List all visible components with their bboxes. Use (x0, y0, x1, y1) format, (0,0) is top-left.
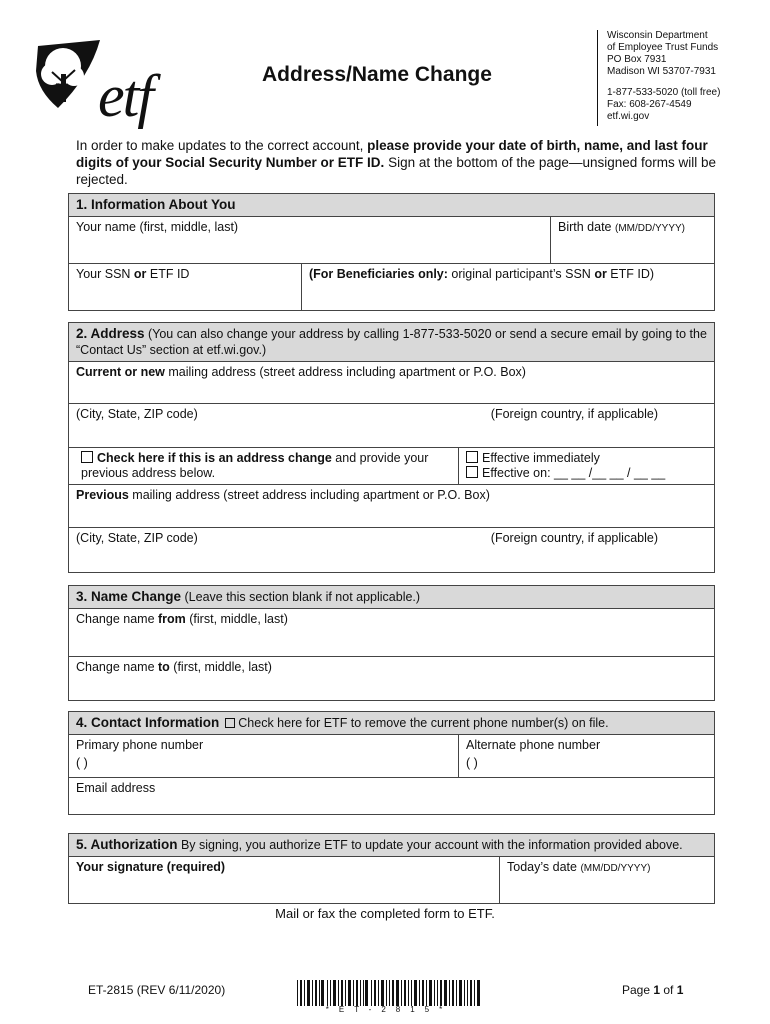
todays-date-field[interactable]: Today’s date (MM/DD/YYYY) (499, 857, 714, 903)
agency-line: Wisconsin Department (607, 30, 708, 41)
agency-fax: Fax: 608-267-4549 (607, 99, 692, 110)
address-change-checkbox[interactable]: Check here if this is an address change and provide your previous address below. (81, 451, 429, 480)
checkbox-icon[interactable] (466, 451, 478, 463)
section-heading: 5. Authorization By signing, you authorize ETF to update your account with the information provided above. (69, 834, 714, 857)
previous-city-field[interactable]: (City, State, ZIP code) (Foreign country, if applicable) (76, 531, 658, 545)
current-address-field[interactable]: Current or new mailing address (street address including apartment or P.O. Box) (76, 365, 526, 379)
form-id: ET-2815 (REV 6/11/2020) (88, 983, 226, 997)
agency-line: Madison WI 53707-7931 (607, 66, 716, 77)
page-title: Address/Name Change (262, 63, 492, 86)
birth-date-field[interactable]: Birth date (MM/DD/YYYY) (550, 217, 714, 263)
section-name-change (68, 585, 715, 701)
section-contact-information (68, 711, 715, 815)
agency-phone: 1-877-533-5020 (toll free) (607, 87, 721, 98)
section-heading: 1. Information About You (69, 194, 714, 217)
barcode-icon (297, 980, 481, 1006)
mail-instructions: Mail or fax the completed form to ETF. (275, 906, 495, 921)
name-from-field[interactable]: Change name from (first, middle, last) (76, 612, 288, 626)
name-field[interactable]: Your name (first, middle, last) (76, 220, 239, 234)
section-heading: 3. Name Change (Leave this section blank if not applicable.) (69, 586, 714, 609)
previous-address-field[interactable]: Previous mailing address (street address including apartment or P.O. Box) (76, 488, 490, 502)
agency-line: of Employee Trust Funds (607, 42, 719, 53)
effective-immediately-option[interactable]: Effective immediately (466, 451, 707, 466)
checkbox-icon[interactable] (466, 466, 478, 478)
agency-line: PO Box 7931 (607, 54, 667, 65)
logo-wordmark: etf (98, 63, 152, 129)
signature-field[interactable]: Your signature (required) (76, 860, 226, 874)
page-number: Page 1 of 1 (622, 983, 684, 997)
section-authorization (68, 833, 715, 904)
beneficiary-ssn-field[interactable]: (For Beneficiaries only: original participant’s SSN or ETF ID) (301, 264, 714, 310)
section-heading: 4. Contact Information Check here for ETF to remove the current phone number(s) on file. (69, 712, 714, 735)
effective-on-option[interactable]: Effective on: __ __ /__ __ / __ __ (466, 466, 707, 481)
alternate-phone-field[interactable]: Alternate phone number ( ) (458, 735, 714, 777)
intro-paragraph: In order to make updates to the correct account, please provide your date of birth, name, and last four digits of your Social Security Number or ETF ID. Sign at the bottom of the page—unsigned forms will be rejected. (76, 138, 717, 187)
section-heading: 2. Address (You can also change your address by calling 1-877-533-5020 or send a secure email by going to the “Contact Us” section at etf.wi.gov.) (69, 323, 714, 362)
agency-address (597, 30, 720, 126)
current-city-field[interactable]: (City, State, ZIP code) (Foreign country, if applicable) (76, 407, 658, 421)
ssn-field[interactable]: Your SSN or ETF ID (76, 267, 190, 281)
email-field[interactable]: Email address (76, 781, 156, 795)
agency-web: etf.wi.gov (607, 111, 650, 122)
etf-logo (28, 36, 168, 129)
primary-phone-field[interactable]: Primary phone number ( ) (76, 738, 204, 770)
effective-date-options (458, 448, 714, 484)
name-to-field[interactable]: Change name to (first, middle, last) (76, 660, 272, 674)
tree-icon (28, 36, 108, 116)
checkbox-icon[interactable] (81, 451, 93, 463)
section-address (68, 322, 715, 573)
barcode-label: *ET-2815* (325, 1005, 453, 1014)
section-information-about-you (68, 193, 715, 311)
remove-phone-checkbox[interactable] (225, 718, 235, 728)
